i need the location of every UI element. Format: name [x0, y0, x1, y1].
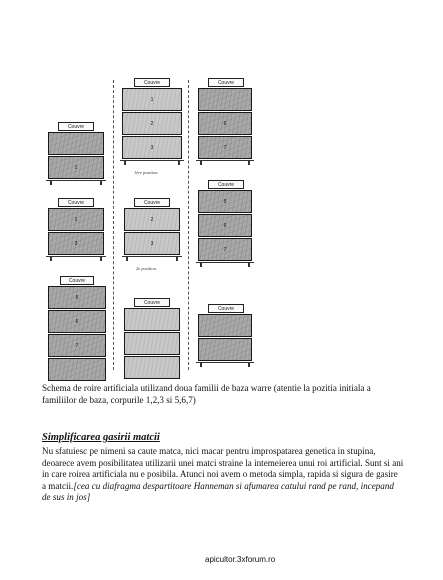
- hive-leg: [50, 180, 52, 185]
- hive-box: [48, 132, 104, 155]
- hive-box: [198, 338, 252, 361]
- hive-box: [198, 88, 252, 111]
- hive-box: [124, 332, 180, 355]
- hive-leg: [124, 160, 126, 165]
- site-footer: apicultor.3xforum.ro: [205, 555, 276, 564]
- hive-box: [48, 358, 106, 381]
- hive-box: 7: [198, 238, 252, 261]
- hive-box: 7: [198, 136, 252, 159]
- hive-box: 1: [122, 88, 182, 111]
- hive-box: 2: [122, 112, 182, 135]
- hive-cover: Couvre: [60, 276, 94, 285]
- hive-leg: [200, 262, 202, 267]
- hive-box: [198, 314, 252, 337]
- hive-stand: [46, 256, 106, 260]
- hive-leg: [200, 362, 202, 367]
- figure-caption: Schema de roire artificiala utilizand doua familii de baza warre (atentie la pozitia initiala a familiilor de baza, corpurile 1,2,3 si 5,6,7): [42, 383, 371, 405]
- hive-cover: Couvre: [208, 180, 244, 189]
- hive-box: 1: [48, 156, 104, 179]
- hive-box: [124, 356, 180, 379]
- position-caption: 1ère position.: [134, 170, 159, 175]
- hive-box: 1: [48, 208, 104, 231]
- hive-box: [124, 308, 180, 331]
- hive-cover: Couvre: [134, 298, 170, 307]
- hive-schematic-figure: [42, 75, 260, 375]
- hive-stand: [120, 160, 184, 164]
- section-title: Simplificarea gasirii matcii: [42, 432, 160, 443]
- hive-cover: Couvre: [134, 78, 170, 87]
- hive-box: 3: [124, 232, 180, 255]
- hive-stand: [196, 362, 254, 366]
- body-note: [cea cu diafragma despartitoare Hanneman si afumarea catului rand pe rand, incepand de sus in jos]: [42, 480, 394, 503]
- hive-leg: [200, 160, 202, 165]
- hive-box: 3: [48, 232, 104, 255]
- hive-box: 7: [48, 334, 106, 357]
- hive-cover: Couvre: [58, 198, 94, 207]
- hive-stand: [196, 160, 254, 164]
- hive-box: 6: [198, 214, 252, 237]
- hive-cover: Couvre: [208, 304, 244, 313]
- hive-leg: [100, 180, 102, 185]
- hive-box: 5: [198, 190, 252, 213]
- hive-leg: [248, 262, 250, 267]
- separator-line: [188, 80, 189, 370]
- separator-line: [113, 80, 114, 370]
- hive-leg: [248, 160, 250, 165]
- hive-stand: [196, 262, 254, 266]
- position-caption: 2e position.: [136, 266, 157, 271]
- hive-leg: [178, 160, 180, 165]
- hive-stand: [46, 180, 106, 184]
- hive-box: 3: [122, 136, 182, 159]
- hive-cover: Couvre: [134, 198, 170, 207]
- hive-leg: [248, 362, 250, 367]
- body-text: Nu sfatuiesc pe nimeni sa caute matca, nici macar pentru improspatarea genetica in stupina, deoarece avem posibilitatea utilizarii unei matci straine la intemeierea unui roi artificial. Sunt si ani in care roirea artificiala nu e posibila. Atunci noi avem o metoda simpla, rapida si sigura de gasire a matcii.: [42, 446, 404, 491]
- hive-cover: Couvre: [58, 122, 94, 131]
- hive-cover: Couvre: [208, 78, 244, 87]
- hive-leg: [126, 256, 128, 261]
- body-paragraph: [42, 446, 404, 504]
- hive-leg: [50, 256, 52, 261]
- hive-stand: [122, 256, 182, 260]
- hive-leg: [176, 256, 178, 261]
- hive-box: 6: [198, 112, 252, 135]
- hive-box: 5: [48, 286, 106, 309]
- hive-box: 2: [124, 208, 180, 231]
- hive-box: 6: [48, 310, 106, 333]
- hive-leg: [100, 256, 102, 261]
